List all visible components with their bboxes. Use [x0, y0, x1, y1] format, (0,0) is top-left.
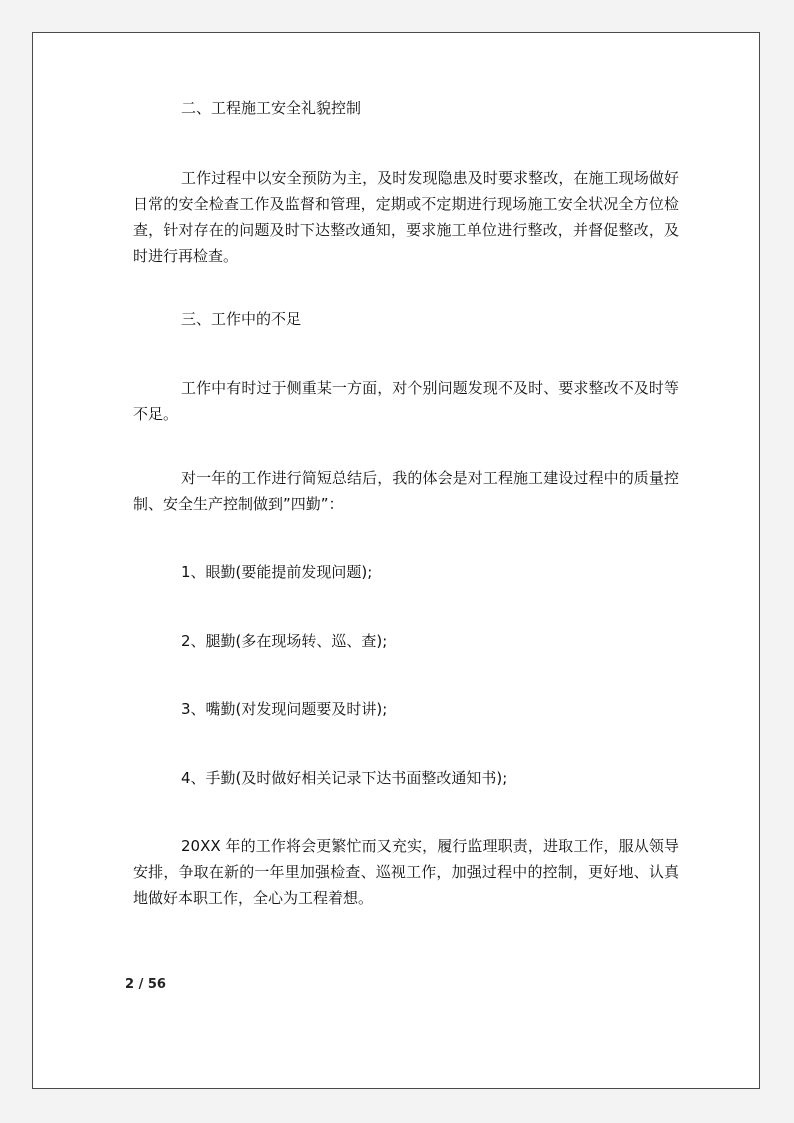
list-item: 1、眼勤(要能提前发现问题);: [181, 563, 373, 581]
paragraph-shortcomings: 工作中有时过于侧重某一方面，对个别问题发现不及时、要求整改不及时等不足。: [133, 379, 679, 423]
section-heading-safety: 二、工程施工安全礼貌控制: [181, 99, 362, 117]
list-item: 4、手勤(及时做好相关记录下达书面整改通知书);: [181, 769, 508, 787]
list-item: 2、腿勤(多在现场转、巡、查);: [181, 632, 388, 650]
paragraph-closing: 20XX 年的工作将会更繁忙而又充实，履行监理职责，进取工作，服从领导安排，争取在新的一年里加强检查、巡视工作，加强过程中的控制，更好地、认真地做好本职工作，全心为工程着想。: [133, 837, 679, 907]
paragraph-summary: 对一年的工作进行简短总结后，我的体会是对工程施工建设过程中的质量控制、安全生产控制做到”四勤”：: [133, 469, 679, 513]
document-page: [32, 32, 760, 1089]
section-heading-shortcomings: 三、工作中的不足: [181, 310, 302, 328]
page-number: 2 / 56: [125, 977, 166, 992]
paragraph-safety-control: 工作过程中以安全预防为主，及时发现隐患及时要求整改，在施工现场做好日常的安全检查工作及监督和管理，定期或不定期进行现场施工安全状况全方位检查，针对存在的问题及时下达整改通知，要求施工单位进行整改，并督促整改，及时进行再检查。: [133, 169, 679, 265]
list-item: 3、嘴勤(对发现问题要及时讲);: [181, 700, 388, 718]
